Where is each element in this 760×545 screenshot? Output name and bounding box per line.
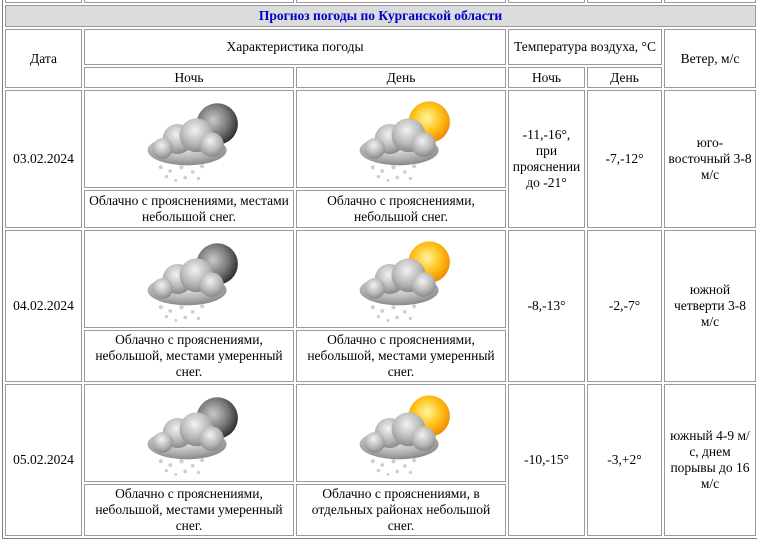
day-description: Облачно с прояснениями, небольшой снег. (296, 190, 506, 228)
day-description: Облачно с прояснениями, небольшой, местами умеренный снег. (296, 330, 506, 382)
night-description: Облачно с прояснениями, небольшой, местами умеренный снег. (84, 330, 294, 382)
cloud-sun-snow-icon (341, 232, 461, 326)
date-cell: 04.02.2024 (5, 230, 82, 382)
top-stub-cell (5, 0, 82, 3)
day-description: Облачно с прояснениями, в отдельных районах небольшой снег. (296, 484, 506, 536)
header-date: Дата (5, 29, 82, 88)
night-weather-image (84, 230, 294, 328)
cloud-sun-snow-icon (341, 92, 461, 186)
cloud-moon-snow-icon (129, 232, 249, 326)
header-wind: Ветер, м/с (664, 29, 756, 88)
top-stub-cell (664, 0, 756, 3)
date-cell: 05.02.2024 (5, 384, 82, 536)
header-weather: Характеристика погоды (84, 29, 506, 65)
top-stub-cell (587, 0, 662, 3)
day-weather-image (296, 230, 506, 328)
night-weather-image (84, 90, 294, 188)
header-temperature: Температура воздуха, °С (508, 29, 662, 65)
top-stub-cell (84, 0, 294, 3)
night-description: Облачно с прояснениями, местами небольшой снег. (84, 190, 294, 228)
cloud-sun-snow-icon (341, 386, 461, 480)
temp-day-cell: -7,-12° (587, 90, 662, 228)
wind-cell: южный 4-9 м/с, днем порывы до 16 м/с (664, 384, 756, 536)
page-title: Прогноз погоды по Курганской области (5, 5, 756, 27)
header-day: День (296, 67, 506, 88)
night-description: Облачно с прояснениями, небольшой, местами умеренный снег. (84, 484, 294, 536)
wind-cell: южной четверти 3-8 м/с (664, 230, 756, 382)
day-weather-image (296, 384, 506, 482)
wind-cell: юго-восточный 3-8 м/с (664, 90, 756, 228)
temp-day-cell: -2,-7° (587, 230, 662, 382)
date-cell: 03.02.2024 (5, 90, 82, 228)
top-stub-cell (296, 0, 506, 3)
day-weather-image (296, 90, 506, 188)
top-stub-cell (508, 0, 585, 3)
temp-night-cell: -11,-16°, при прояснении до -21° (508, 90, 585, 228)
cloud-moon-snow-icon (129, 386, 249, 480)
header-temp-day: День (587, 67, 662, 88)
forecast-table (2, 0, 757, 539)
temp-night-cell: -8,-13° (508, 230, 585, 382)
header-temp-night: Ночь (508, 67, 585, 88)
temp-day-cell: -3,+2° (587, 384, 662, 536)
temp-night-cell: -10,-15° (508, 384, 585, 536)
night-weather-image (84, 384, 294, 482)
header-night: Ночь (84, 67, 294, 88)
cloud-moon-snow-icon (129, 92, 249, 186)
forecast-container (2, 0, 757, 545)
